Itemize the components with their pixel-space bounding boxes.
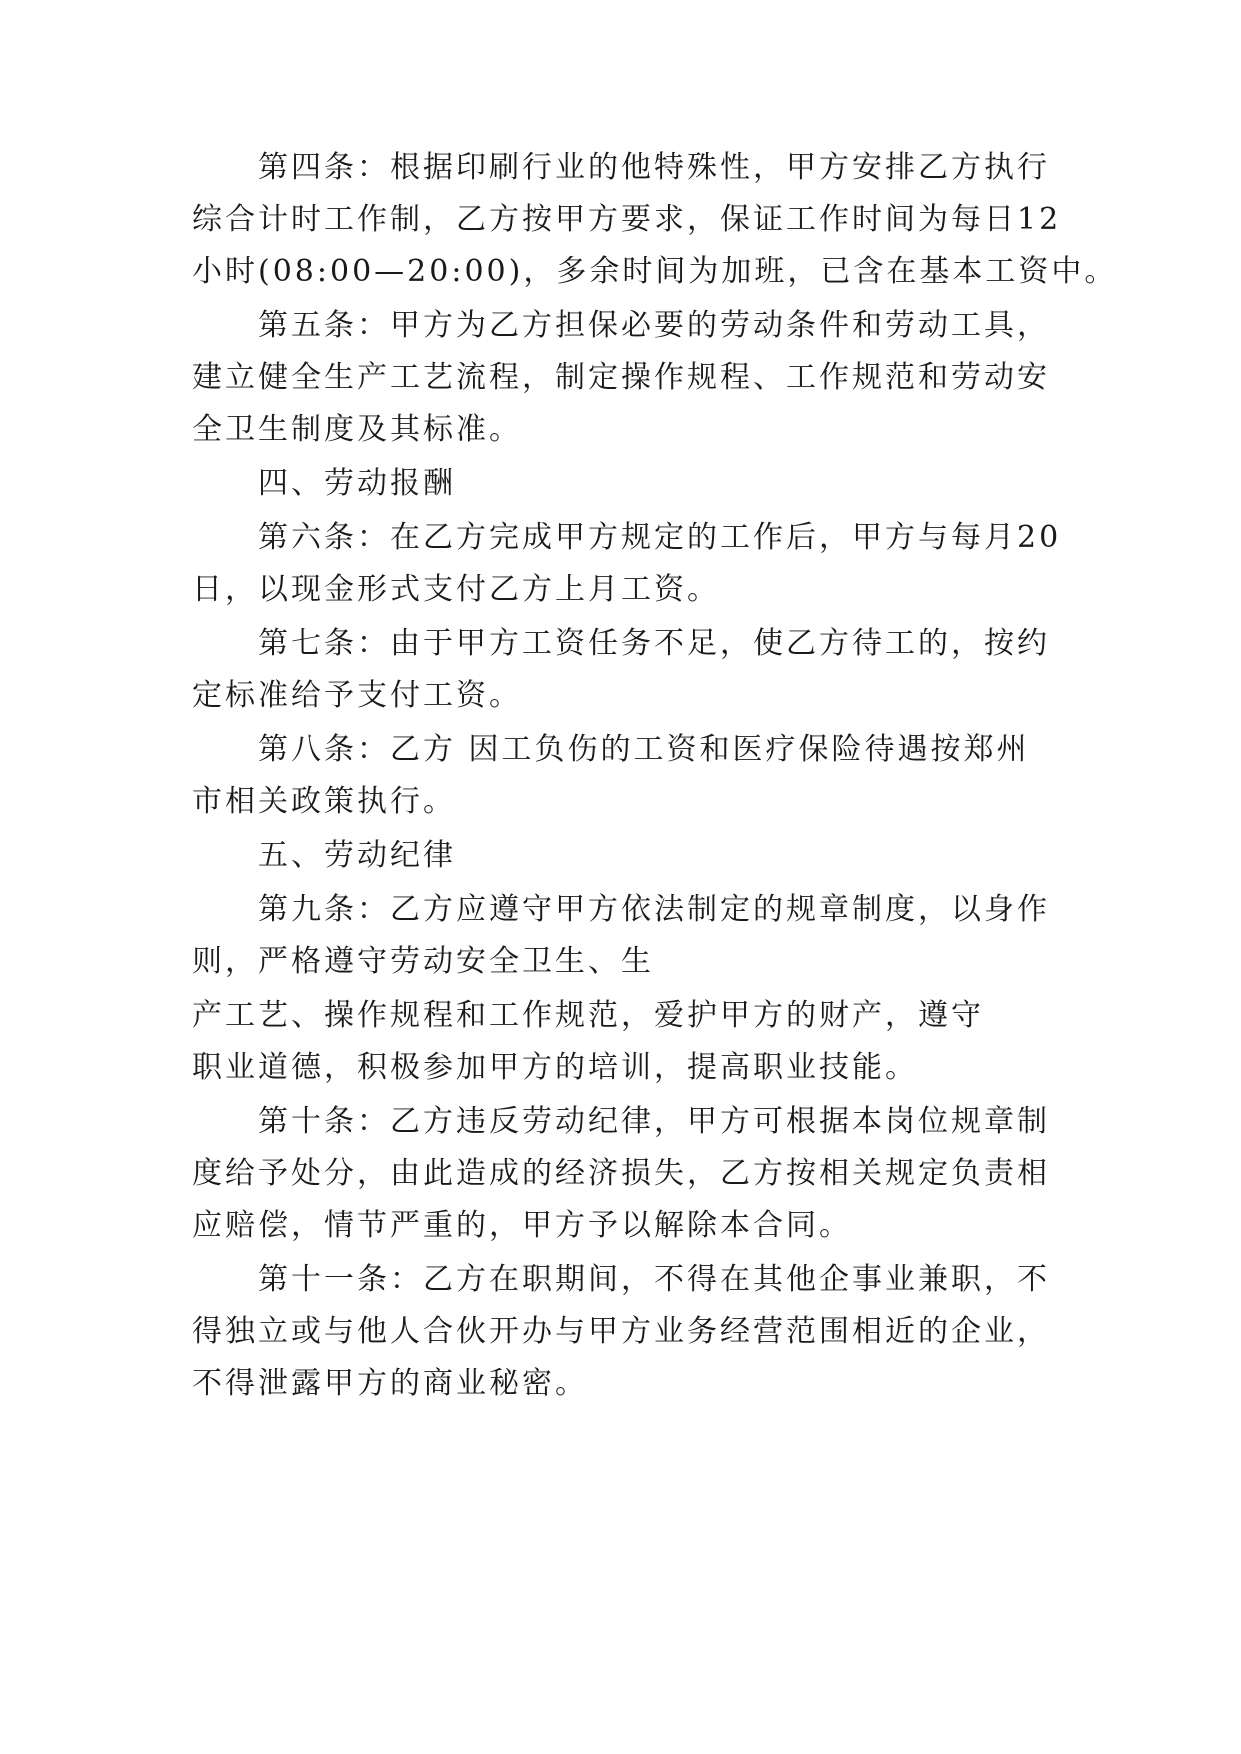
text-line: 综合计时工作制，乙方按甲方要求，保证工作时间为每日12 xyxy=(192,202,1062,237)
text-line: 第四条：根据印刷行业的他特殊性，甲方安排乙方执行 xyxy=(258,150,1050,185)
text-line: 度给予处分，由此造成的经济损失，乙方按相关规定负责相 xyxy=(192,1156,1050,1191)
section-heading: 五、劳动纪律 xyxy=(258,838,456,873)
text-line: 第七条：由于甲方工资任务不足，使乙方待工的，按约 xyxy=(258,626,1050,661)
text-line: 不得泄露甲方的商业秘密。 xyxy=(192,1366,588,1401)
text-line: 日，以现金形式支付乙方上月工资。 xyxy=(192,572,720,607)
text-line: 小时(08:00—20:00)，多余时间为加班，已含在基本工资中。 xyxy=(192,254,1118,289)
text-line: 产工艺、操作规程和工作规范，爱护甲方的财产，遵守 xyxy=(192,998,984,1033)
text-line: 第九条：乙方应遵守甲方依法制定的规章制度，以身作 xyxy=(258,892,1050,927)
text-line: 则，严格遵守劳动安全卫生、生 xyxy=(192,944,654,979)
text-line: 市相关政策执行。 xyxy=(192,784,456,819)
text-line: 得独立或与他人合伙开办与甲方业务经营范围相近的企业， xyxy=(192,1314,1050,1349)
text-line: 第六条：在乙方完成甲方规定的工作后，甲方与每月20 xyxy=(258,520,1062,555)
text-line: 建立健全生产工艺流程，制定操作规程、工作规范和劳动安 xyxy=(192,360,1050,395)
text-line: 第八条：乙方 因工负伤的工资和医疗保险待遇按郑州 xyxy=(258,732,1030,767)
text-line: 定标准给予支付工资。 xyxy=(192,678,522,713)
text-line: 第十一条：乙方在职期间，不得在其他企事业兼职，不 xyxy=(258,1262,1050,1297)
text-line: 第十条：乙方违反劳动纪律，甲方可根据本岗位规章制 xyxy=(258,1104,1050,1139)
text-line: 应赔偿，情节严重的，甲方予以解除本合同。 xyxy=(192,1208,852,1243)
text-line: 第五条：甲方为乙方担保必要的劳动条件和劳动工具， xyxy=(258,308,1050,343)
section-heading: 四、劳动报酬 xyxy=(258,466,456,501)
text-line: 全卫生制度及其标准。 xyxy=(192,412,522,447)
text-line: 职业道德，积极参加甲方的培训，提高职业技能。 xyxy=(192,1050,918,1085)
